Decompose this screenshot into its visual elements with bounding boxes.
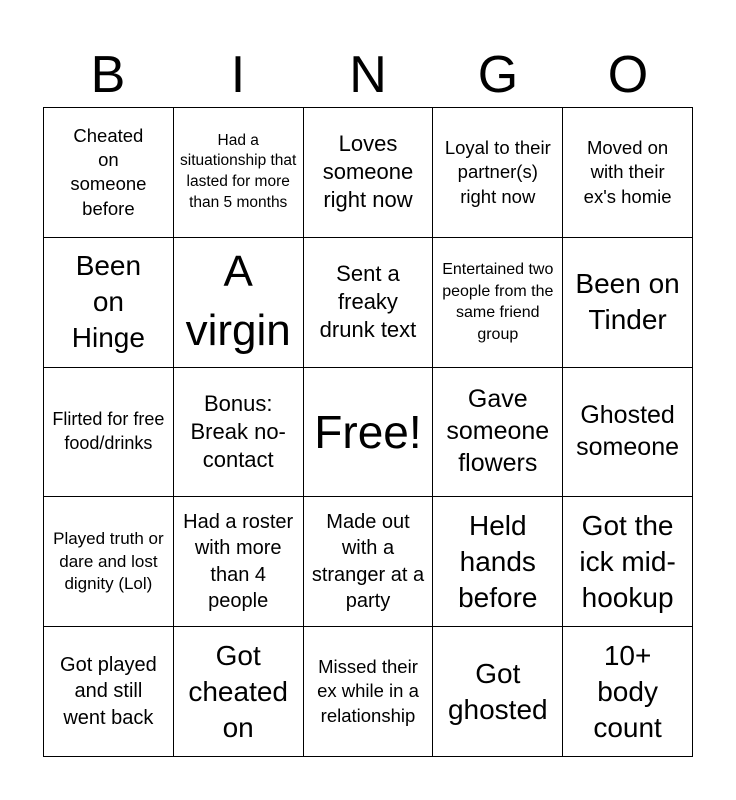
bingo-cell[interactable]	[563, 627, 693, 757]
cell-text: Got played and still went back	[60, 654, 157, 729]
bingo-cell[interactable]	[563, 238, 693, 368]
bingo-cell[interactable]	[433, 108, 563, 238]
cell-text: Had a situationship that lasted for more than 5 months	[180, 131, 297, 212]
cell-text: Been on Tinder	[575, 268, 680, 336]
cell-text: Flirted for free food/drinks	[52, 409, 165, 453]
header-letter-i: I	[230, 46, 246, 104]
bingo-cell[interactable]	[174, 627, 304, 757]
bingo-cell[interactable]	[563, 497, 693, 627]
cell-text: Cheated on someone before	[70, 124, 147, 219]
bingo-cell[interactable]	[304, 108, 434, 238]
bingo-cell[interactable]	[563, 368, 693, 498]
bingo-cell[interactable]	[44, 497, 174, 627]
cell-text: A virgin	[185, 247, 291, 356]
cell-text: Been on Hinge	[71, 250, 145, 354]
free-space-text: Free!	[314, 405, 422, 458]
cell-text: Gave someone flowers	[446, 385, 550, 477]
cell-text: Sent a freaky drunk text	[319, 260, 417, 343]
bingo-cell[interactable]	[563, 108, 693, 238]
cell-text: Loyal to their partner(s) right now	[444, 136, 551, 207]
cell-text: Moved on with their ex's homie	[583, 136, 672, 207]
cell-text: Missed their ex while in a relationship	[317, 655, 419, 726]
bingo-cell[interactable]	[174, 108, 304, 238]
cell-text: Played truth or dare and lost dignity (Lol)	[53, 529, 164, 593]
cell-text: Entertained two people from the same friend group	[442, 261, 554, 343]
cell-text: Loves someone right now	[322, 131, 414, 213]
bingo-cell[interactable]	[44, 238, 174, 368]
bingo-header	[43, 42, 693, 108]
cell-text: Got cheated on	[188, 639, 288, 743]
bingo-cell[interactable]	[304, 627, 434, 757]
cell-text: 10+ body count	[593, 639, 662, 743]
bingo-card-grid	[43, 107, 693, 757]
bingo-cell[interactable]	[304, 497, 434, 627]
header-letter-o: O	[607, 46, 649, 104]
header-letter-n: N	[349, 46, 387, 104]
bingo-cell[interactable]	[44, 368, 174, 498]
cell-text: Held hands before	[458, 510, 538, 613]
bingo-cell[interactable]	[433, 238, 563, 368]
bingo-cell[interactable]	[304, 238, 434, 368]
cell-text: Got ghosted	[447, 657, 548, 725]
cell-text: Bonus: Break no-contact	[190, 390, 286, 473]
bingo-cell[interactable]	[433, 497, 563, 627]
header-letter-g: G	[477, 46, 519, 104]
cell-text: Got the ick mid-hookup	[579, 510, 676, 613]
bingo-cell[interactable]	[174, 368, 304, 498]
free-space-cell[interactable]	[304, 368, 434, 498]
bingo-cell[interactable]	[44, 627, 174, 757]
bingo-cell[interactable]	[433, 627, 563, 757]
bingo-cell[interactable]	[44, 108, 174, 238]
bingo-cell[interactable]	[433, 368, 563, 498]
bingo-cell[interactable]	[174, 497, 304, 627]
cell-text: Made out with a stranger at a party	[311, 511, 425, 613]
bingo-cell[interactable]	[174, 238, 304, 368]
cell-text: Had a roster with more than 4 people	[183, 511, 294, 613]
cell-text: Ghosted someone	[576, 401, 680, 461]
header-letter-b: B	[90, 46, 126, 104]
